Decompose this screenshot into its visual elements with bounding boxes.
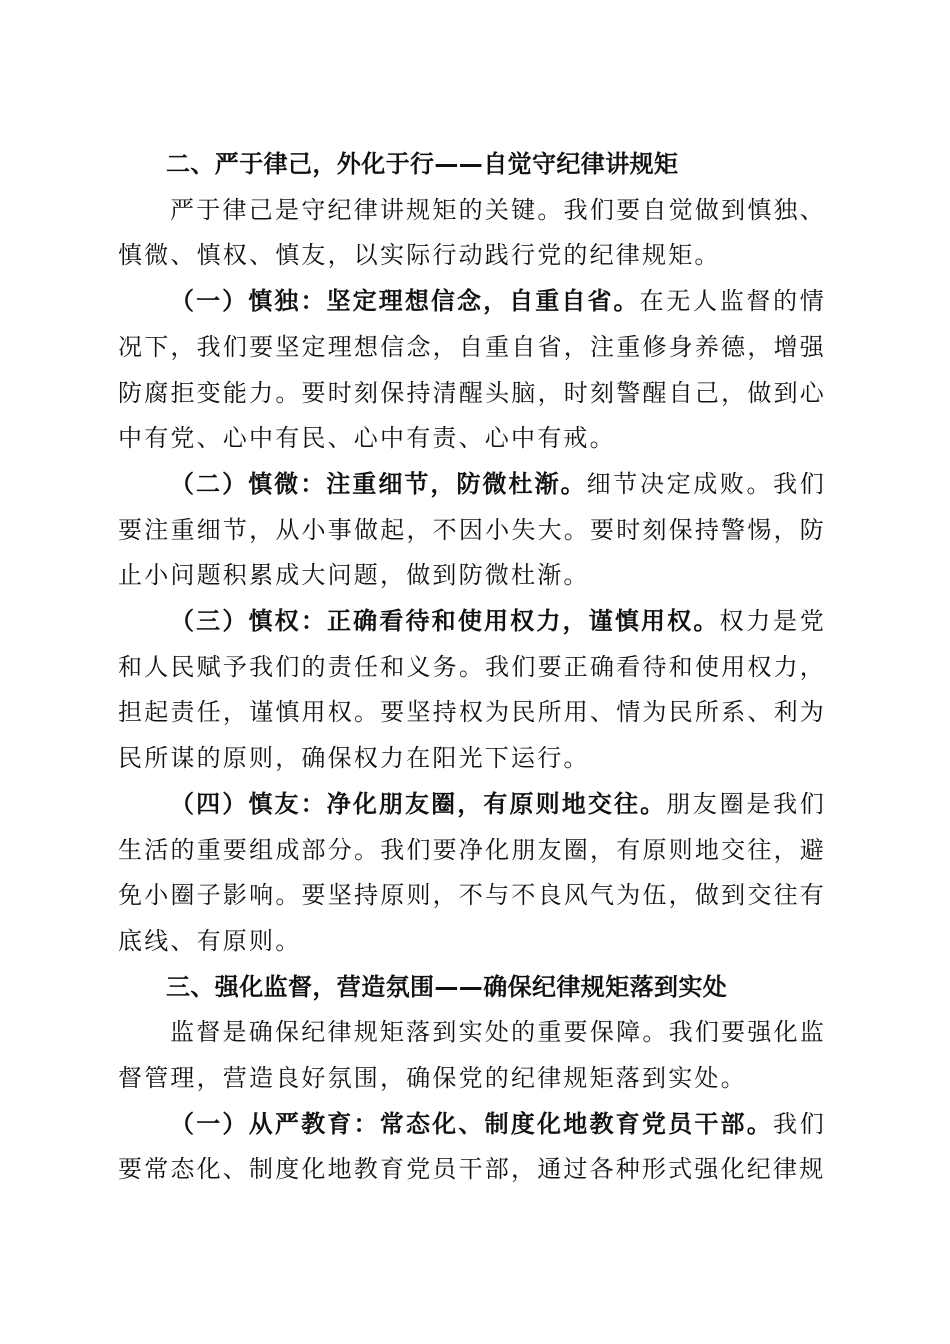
paragraph-body: 在无人监督的情况下，我们要坚定理想信念，自重自省，注重修身养德，增强防腐拒变能力。要时刻保持清醒头脑，时刻警醒自己，做到心中有党、心中有民、心中有责、心中有戒。 [118,287,826,453]
paragraph-body: 细节决定成败。我们要注重细节，从小事做起，不因小失大。要时刻保持警惕，防止小问题积累成大问题，做到防微杜渐。 [118,469,826,590]
paragraph-shenwei [118,462,826,599]
paragraph-body: 权力是党和人民赋予我们的责任和义务。我们要正确看待和使用权力，担起责任，谨慎用权。要坚持权为民所用、情为民所系、利为民所谋的原则，确保权力在阳光下运行。 [118,607,826,773]
paragraph-lead: （四）慎友：净化朋友圈，有原则地交往。 [170,789,667,818]
section-heading-2: 二、严于律己，外化于行——自觉守纪律讲规矩 [166,150,679,178]
section-heading-3: 三、强化监督，营造氛围——确保纪律规矩落到实处 [166,972,728,1001]
paragraph-shendu [118,279,826,462]
paragraph-shenyou [118,782,826,965]
paragraph-body: 朋友圈是我们生活的重要组成部分。我们要净化朋友圈，有原则地交往，避免小圈子影响。要坚持原则，不与不良风气为伍，做到交往有底线、有原则。 [118,789,826,955]
paragraph-lead: （一）从严教育：常态化、制度化地教育党员干部。 [170,1109,773,1138]
paragraph-lead: （二）慎微：注重细节，防微杜渐。 [170,469,587,498]
paragraph-shenquan [118,599,826,782]
paragraph-body: 我们要常态化、制度化地教育党员干部，通过各种形式强化纪律规 [118,1109,826,1184]
section-2-intro: 严于律己是守纪律讲规矩的关键。我们要自觉做到慎独、慎微、慎权、慎友，以实际行动践行党的纪律规矩。 [118,195,826,270]
document-page [118,142,826,1193]
paragraph-lead: （一）慎独：坚定理想信念，自重自省。 [170,287,640,316]
section-3-intro: 监督是确保纪律规矩落到实处的重要保障。我们要强化监督管理，营造良好氛围，确保党的纪律规矩落到实处。 [118,1018,826,1093]
paragraph-congyan-jiaoyu [118,1102,826,1193]
paragraph-lead: （三）慎权：正确看待和使用权力，谨慎用权。 [170,607,720,636]
